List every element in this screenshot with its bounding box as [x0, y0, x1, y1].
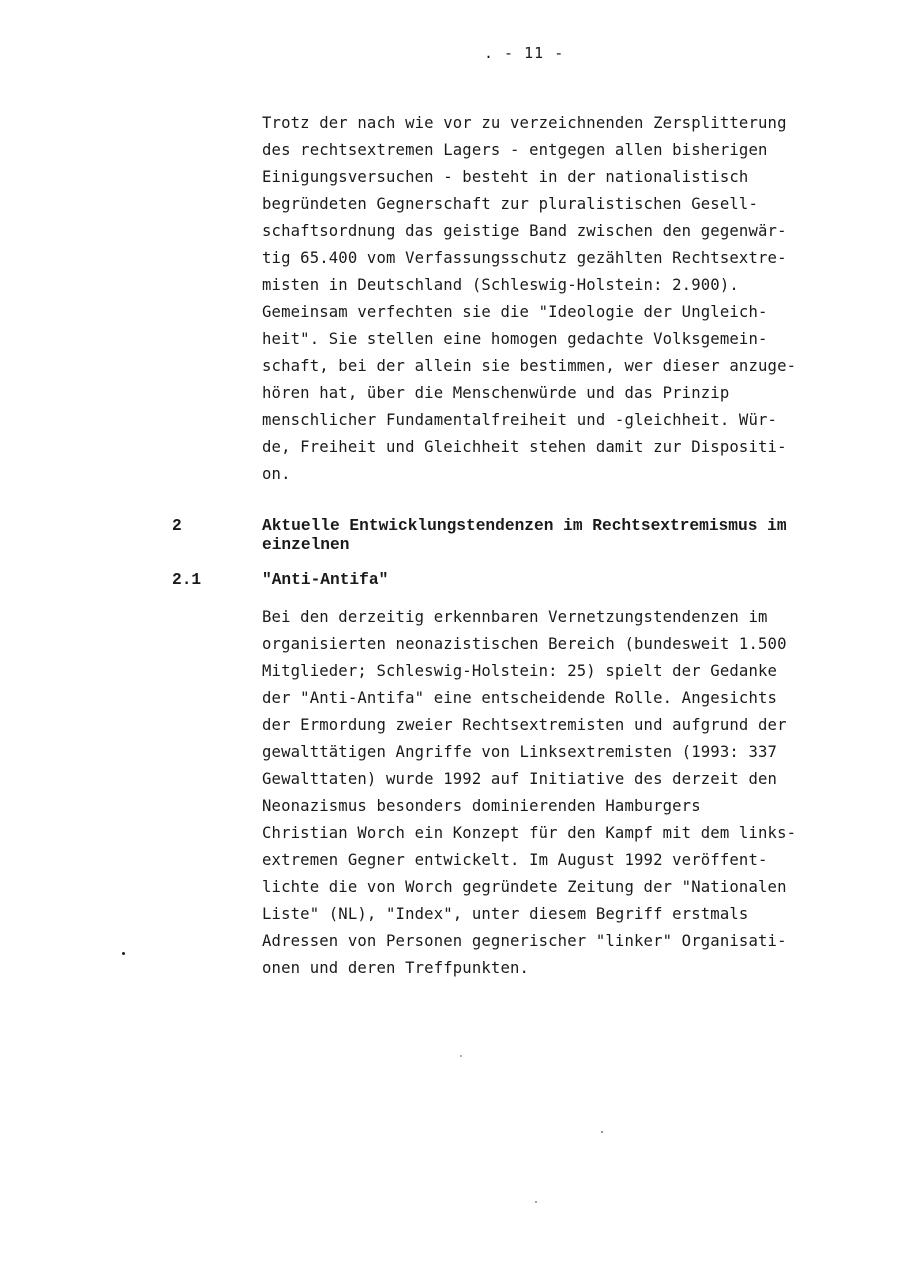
- text-line: heit". Sie stellen eine homogen gedachte Volksgemein-: [262, 330, 768, 348]
- text-line: begründeten Gegnerschaft zur pluralistischen Gesell-: [262, 195, 758, 213]
- text-line: organisierten neonazistischen Bereich (bundesweit 1.500: [262, 635, 787, 653]
- text-line: de, Freiheit und Gleichheit stehen damit zur Dispositi-: [262, 438, 787, 456]
- text-line: Trotz der nach wie vor zu verzeichnenden Zersplitterung: [262, 114, 787, 132]
- text-line: lichte die von Worch gegründete Zeitung der "Nationalen: [262, 878, 787, 896]
- page-number: . - 11 -: [484, 44, 565, 62]
- subsection-number: 2.1: [172, 571, 202, 589]
- scan-speck: [601, 1131, 603, 1133]
- text-line: Bei den derzeitig erkennbaren Vernetzungstendenzen im: [262, 608, 768, 626]
- text-line: Mitglieder; Schleswig-Holstein: 25) spielt der Gedanke: [262, 662, 778, 680]
- text-line: Adressen von Personen gegnerischer "linker" Organisati-: [262, 932, 787, 950]
- text-line: Gewalttaten) wurde 1992 auf Initiative des derzeit den: [262, 770, 778, 788]
- section-heading: [262, 517, 882, 555]
- text-line: tig 65.400 vom Verfassungsschutz gezählten Rechtsextre-: [262, 249, 787, 267]
- text-line: schaftsordnung das geistige Band zwischen den gegenwär-: [262, 222, 787, 240]
- text-line: Liste" (NL), "Index", unter diesem Begriff erstmals: [262, 905, 749, 923]
- scan-speck: [122, 952, 125, 955]
- text-line: misten in Deutschland (Schleswig-Holstein: 2.900).: [262, 276, 739, 294]
- section-number: 2: [172, 517, 182, 535]
- anti-antifa-paragraph: [262, 604, 882, 982]
- text-line: menschlicher Fundamentalfreiheit und -gleichheit. Wür-: [262, 411, 778, 429]
- intro-paragraph: [262, 110, 882, 488]
- text-line: extremen Gegner entwickelt. Im August 1992 veröffent-: [262, 851, 768, 869]
- scan-speck: [460, 1055, 462, 1057]
- text-line: gewalttätigen Angriffe von Linksextremisten (1993: 337: [262, 743, 778, 761]
- text-line: Christian Worch ein Konzept für den Kampf mit dem links-: [262, 824, 797, 842]
- text-line: Gemeinsam verfechten sie die "Ideologie der Ungleich-: [262, 303, 768, 321]
- text-line: des rechtsextremen Lagers - entgegen allen bisherigen: [262, 141, 768, 159]
- text-line: Einigungsversuchen - besteht in der nationalistisch: [262, 168, 749, 186]
- text-line: Neonazismus besonders dominierenden Hamburgers: [262, 797, 701, 815]
- text-line: einzelnen: [262, 536, 350, 554]
- text-line: onen und deren Treffpunkten.: [262, 959, 530, 977]
- text-line: hören hat, über die Menschenwürde und das Prinzip: [262, 384, 730, 402]
- text-line: schaft, bei der allein sie bestimmen, wer dieser anzuge-: [262, 357, 797, 375]
- text-line: Aktuelle Entwicklungstendenzen im Rechtsextremismus im: [262, 517, 787, 535]
- text-line: der Ermordung zweier Rechtsextremisten und aufgrund der: [262, 716, 787, 734]
- text-line: der "Anti-Antifa" eine entscheidende Rolle. Angesichts: [262, 689, 778, 707]
- scan-speck: [535, 1201, 537, 1203]
- text-line: on.: [262, 465, 291, 483]
- subsection-heading: "Anti-Antifa": [262, 571, 389, 589]
